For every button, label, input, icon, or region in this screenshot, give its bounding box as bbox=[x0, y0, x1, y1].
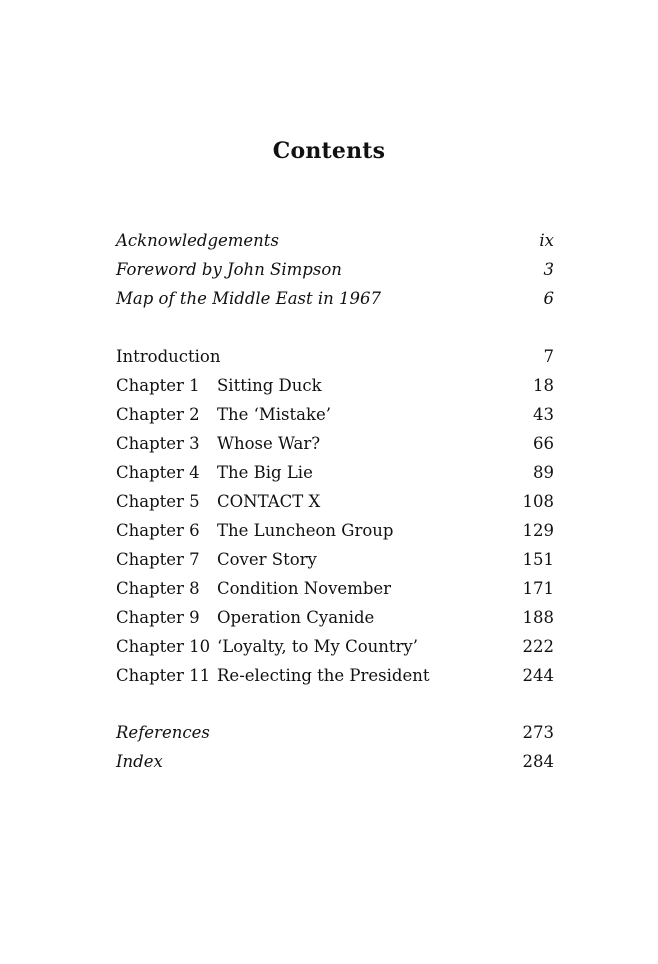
toc-entry-label: References bbox=[116, 723, 210, 742]
toc-entry-map bbox=[116, 288, 554, 310]
toc-entry-label: Introduction bbox=[116, 347, 221, 366]
toc-page-number: ix bbox=[539, 231, 554, 250]
toc-entry-chapter-3 bbox=[116, 433, 554, 455]
chapter-title: Re-electing the President bbox=[217, 666, 430, 685]
toc-entry-chapter-9 bbox=[116, 607, 554, 629]
toc-page-number: 151 bbox=[522, 550, 554, 569]
toc-page-number: 244 bbox=[522, 666, 554, 685]
chapter-title: Whose War? bbox=[217, 434, 321, 453]
toc-page-number: 89 bbox=[533, 463, 554, 482]
chapter-number: Chapter 3 bbox=[116, 434, 200, 453]
toc-entry-index bbox=[116, 751, 554, 773]
chapter-number: Chapter 6 bbox=[116, 521, 200, 540]
toc-entry-chapter-11 bbox=[116, 665, 554, 687]
chapter-number: Chapter 5 bbox=[116, 492, 200, 511]
chapter-number: Chapter 7 bbox=[116, 550, 200, 569]
toc-page-number: 66 bbox=[533, 434, 554, 453]
toc-page-number: 129 bbox=[522, 521, 554, 540]
toc-page-number: 6 bbox=[543, 289, 554, 308]
toc-page-number: 7 bbox=[543, 347, 554, 366]
toc-entry-chapter-7 bbox=[116, 549, 554, 571]
toc-entry-acknowledgements bbox=[116, 230, 554, 252]
toc-page-number: 18 bbox=[533, 376, 554, 395]
toc-entry-label: Acknowledgements bbox=[116, 231, 279, 250]
toc-entry-chapter-8 bbox=[116, 578, 554, 600]
chapter-title: The Luncheon Group bbox=[217, 521, 394, 540]
toc-page-number: 171 bbox=[522, 579, 554, 598]
chapter-number: Chapter 2 bbox=[116, 405, 200, 424]
chapter-title: Operation Cyanide bbox=[217, 608, 375, 627]
chapter-number: Chapter 8 bbox=[116, 579, 200, 598]
chapter-title: The Big Lie bbox=[217, 463, 313, 482]
toc-page-number: 188 bbox=[522, 608, 554, 627]
chapter-number: Chapter 11 bbox=[116, 666, 211, 685]
chapter-title: CONTACT X bbox=[217, 492, 321, 511]
toc-entry-chapter-2 bbox=[116, 404, 554, 426]
toc-entry-references bbox=[116, 722, 554, 744]
toc-page-number: 222 bbox=[522, 637, 554, 656]
chapter-title: ‘Loyalty, to My Country’ bbox=[217, 637, 418, 656]
chapter-title: Sitting Duck bbox=[217, 376, 322, 395]
toc-page-number: 284 bbox=[522, 752, 554, 771]
toc-entry-chapter-10 bbox=[116, 636, 554, 658]
chapter-number: Chapter 1 bbox=[116, 376, 200, 395]
chapter-title: The ‘Mistake’ bbox=[217, 405, 332, 424]
toc-entry-foreword bbox=[116, 259, 554, 281]
toc-entry-chapter-4 bbox=[116, 462, 554, 484]
toc-page-number: 3 bbox=[543, 260, 554, 279]
chapter-title: Condition November bbox=[217, 579, 392, 598]
toc-entry-label: Foreword by John Simpson bbox=[116, 260, 342, 279]
chapter-title: Cover Story bbox=[217, 550, 317, 569]
toc-entry-chapter-1 bbox=[116, 375, 554, 397]
chapter-number: Chapter 10 bbox=[116, 637, 211, 656]
toc-page-number: 43 bbox=[533, 405, 554, 424]
toc-page-number: 273 bbox=[522, 723, 554, 742]
page-title: Contents bbox=[272, 138, 386, 164]
toc-entry-chapter-6 bbox=[116, 520, 554, 542]
toc-entry-introduction bbox=[116, 346, 554, 368]
toc-entry-label: Map of the Middle East in 1967 bbox=[116, 289, 382, 308]
toc-page-number: 108 bbox=[522, 492, 554, 511]
chapter-number: Chapter 9 bbox=[116, 608, 200, 627]
toc-entry-chapter-5 bbox=[116, 491, 554, 513]
toc-entry-label: Index bbox=[116, 752, 163, 771]
chapter-number: Chapter 4 bbox=[116, 463, 200, 482]
